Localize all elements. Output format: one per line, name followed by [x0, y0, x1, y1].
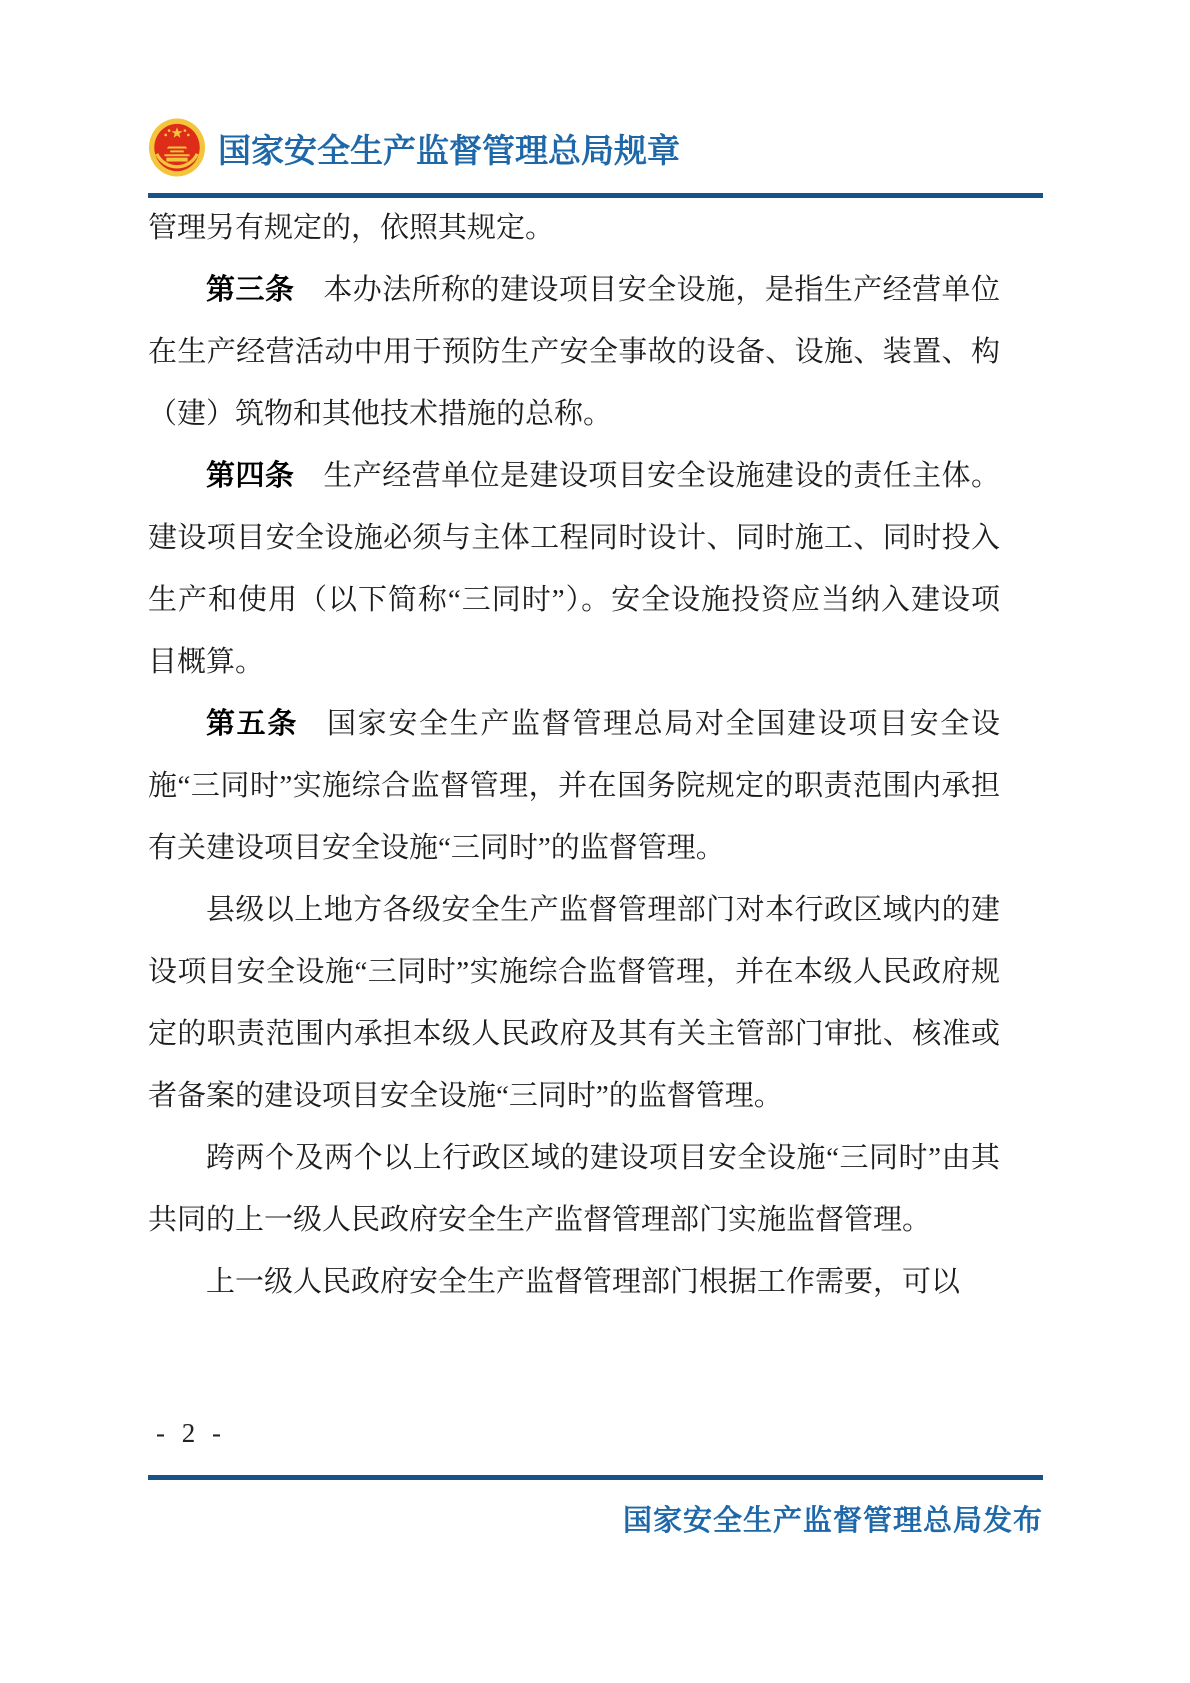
paragraph	[148, 879, 1000, 1127]
paragraph-text: 国家安全生产监督管理总局对全国建设项目安全设施“三同时”实施综合监督管理，并在国务院规定的职责范围内承担有关建设项目安全设施“三同时”的监督管理。	[148, 708, 1000, 864]
paragraph-text: 管理另有规定的，依照其规定。	[148, 212, 555, 244]
document-body	[148, 197, 1000, 1313]
paragraph-text: 生产经营单位是建设项目安全设施建设的责任主体。建设项目安全设施必须与主体工程同时设计、同时施工、同时投入生产和使用（以下简称“三同时”）。安全设施投资应当纳入建设项目概算。	[148, 460, 1000, 678]
article-number: 第四条	[206, 460, 295, 492]
paragraph	[148, 197, 1000, 259]
paragraph-text: 本办法所称的建设项目安全设施，是指生产经营单位在生产经营活动中用于预防生产安全事故的设备、设施、装置、构（建）筑物和其他技术措施的总称。	[148, 274, 1000, 430]
article-number: 第三条	[206, 274, 295, 306]
paragraph-text: 县级以上地方各级安全生产监督管理部门对本行政区域内的建设项目安全设施“三同时”实施综合监督管理，并在本级人民政府规定的职责范围内承担本级人民政府及其有关主管部门审批、核准或者备案的建设项目安全设施“三同时”的监督管理。	[148, 894, 1000, 1112]
paragraph-text: 上一级人民政府安全生产监督管理部门根据工作需要，可以	[206, 1266, 961, 1298]
paragraph-text: 跨两个及两个以上行政区域的建设项目安全设施“三同时”由其共同的上一级人民政府安全生产监督管理部门实施监督管理。	[148, 1142, 1000, 1236]
paragraph	[148, 693, 1000, 879]
paragraph	[148, 1127, 1000, 1251]
publisher-label: 国家安全生产监督管理总局发布	[622, 1505, 1043, 1537]
document-header-title: 国家安全生产监督管理总局规章	[218, 133, 680, 170]
footer-divider	[148, 1475, 1043, 1480]
paragraph	[148, 445, 1000, 693]
paragraph	[148, 259, 1000, 445]
national-emblem-icon	[148, 118, 206, 178]
article-number: 第五条	[206, 708, 298, 740]
page-number: - 2 -	[156, 1418, 226, 1448]
document-header	[148, 116, 1043, 180]
paragraph	[148, 1251, 1000, 1313]
